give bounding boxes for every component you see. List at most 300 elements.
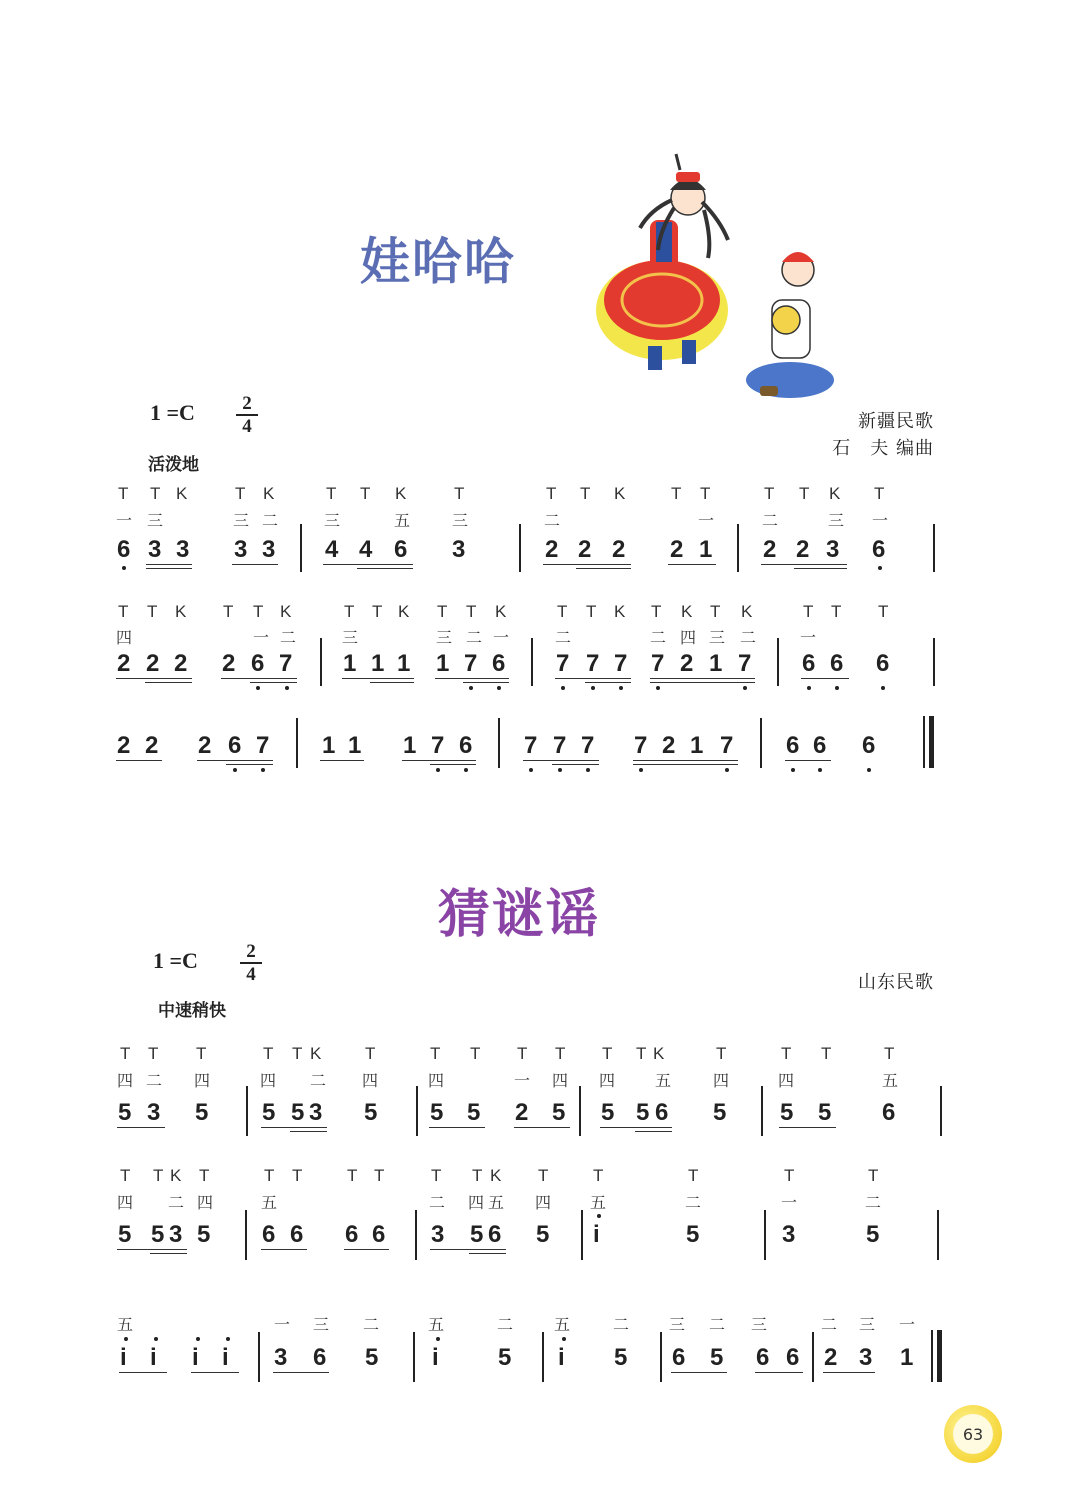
beam-line <box>145 682 192 683</box>
tonguing-mark: T <box>799 484 810 503</box>
high-octave-dot <box>124 1337 128 1341</box>
note: i <box>150 1344 157 1371</box>
fingering-mark: 一 <box>253 628 270 647</box>
note: 5 <box>614 1344 628 1371</box>
beam-line <box>119 1372 167 1373</box>
note: 2 <box>222 650 236 677</box>
fingering-mark: 二 <box>740 628 757 647</box>
tonguing-mark: T <box>454 484 465 503</box>
tonguing-mark: T <box>538 1166 549 1185</box>
tonguing-mark: T <box>153 1166 164 1185</box>
bar-line <box>933 638 935 686</box>
low-octave-dot <box>619 686 623 690</box>
beam-line <box>402 760 476 761</box>
fingering-mark: 二 <box>709 1315 726 1334</box>
fingering-mark: 一 <box>899 1315 916 1334</box>
bar-line <box>542 1332 544 1382</box>
fingering-mark: 二 <box>555 628 572 647</box>
tonguing-mark: T <box>651 602 662 621</box>
note: 3 <box>147 1099 161 1126</box>
beam-line <box>370 682 414 683</box>
beam-line <box>232 564 278 565</box>
fingering-mark: 二 <box>650 628 667 647</box>
beam-line <box>633 764 738 765</box>
note: 1 <box>699 536 713 563</box>
time-signature-top: 2 <box>242 393 252 414</box>
beam-line <box>342 678 414 679</box>
bar-line <box>245 1210 247 1260</box>
bar-line <box>940 1086 942 1136</box>
beam-line <box>320 760 364 761</box>
low-octave-dot <box>818 768 822 772</box>
beam-line <box>261 1127 327 1128</box>
bar-line <box>320 638 322 686</box>
fingering-mark: 一 <box>514 1071 531 1090</box>
note: 1 <box>436 650 450 677</box>
tonguing-mark: K <box>280 602 292 621</box>
beam-line <box>191 1372 239 1373</box>
fingering-mark: 三 <box>859 1315 876 1334</box>
note: i <box>558 1344 565 1371</box>
note: 7 <box>720 732 734 759</box>
note: 6 <box>251 650 265 677</box>
bar-line <box>415 1210 417 1260</box>
fingering-mark: 三 <box>452 511 469 530</box>
fingering-mark: 五 <box>590 1193 607 1212</box>
tempo-marking: 中速稍快 <box>158 1001 226 1021</box>
bar-line <box>737 524 739 572</box>
note: 6 <box>372 1221 386 1248</box>
tonguing-mark: T <box>150 484 161 503</box>
fingering-mark: 二 <box>310 1071 327 1090</box>
note: 2 <box>545 536 559 563</box>
note: 5 <box>262 1099 276 1126</box>
bar-line <box>937 1210 939 1260</box>
low-octave-dot <box>878 566 882 570</box>
note: 2 <box>578 536 592 563</box>
low-octave-dot <box>561 686 565 690</box>
note: 3 <box>176 536 190 563</box>
fingering-mark: 二 <box>429 1193 446 1212</box>
bar-line <box>812 1332 814 1382</box>
note: 1 <box>343 650 357 677</box>
tonguing-mark: T <box>546 484 557 503</box>
note: 3 <box>452 536 466 563</box>
note: i <box>222 1344 229 1371</box>
note: 5 <box>197 1221 211 1248</box>
song-arranger: 石 夫 编曲 <box>832 438 934 459</box>
note: 7 <box>651 650 665 677</box>
note: 6 <box>345 1221 359 1248</box>
beam-line <box>552 764 599 765</box>
tonguing-mark: T <box>292 1166 303 1185</box>
note: 7 <box>279 650 293 677</box>
note: 7 <box>738 650 752 677</box>
fingering-mark: 五 <box>261 1193 278 1212</box>
note: 3 <box>859 1344 873 1371</box>
tonguing-mark: T <box>878 602 889 621</box>
low-octave-dot <box>497 686 501 690</box>
tonguing-mark: T <box>365 1044 376 1063</box>
note: 3 <box>309 1099 323 1126</box>
tonguing-mark: T <box>602 1044 613 1063</box>
tonguing-mark: T <box>784 1166 795 1185</box>
fingering-mark: 四 <box>197 1193 214 1212</box>
fingering-mark: 三 <box>828 511 845 530</box>
beam-line <box>801 678 849 679</box>
note: 1 <box>348 732 362 759</box>
beam-line <box>226 764 273 765</box>
low-octave-dot <box>656 686 660 690</box>
note: 6 <box>786 1344 800 1371</box>
note: 3 <box>148 536 162 563</box>
bar-line <box>581 1210 583 1260</box>
fingering-mark: 二 <box>168 1193 185 1212</box>
tonguing-mark: T <box>688 1166 699 1185</box>
tonguing-mark: T <box>466 602 477 621</box>
beam-line <box>761 564 847 565</box>
note: 6 <box>802 650 816 677</box>
bar-line <box>531 638 533 686</box>
tonguing-mark: T <box>372 602 383 621</box>
dancing-children-illustration <box>590 150 835 440</box>
note: 2 <box>117 650 131 677</box>
note: 3 <box>274 1344 288 1371</box>
tonguing-mark: T <box>253 602 264 621</box>
tonguing-mark: K <box>495 602 507 621</box>
note: 7 <box>431 732 445 759</box>
tonguing-mark: T <box>557 602 568 621</box>
tonguing-mark: T <box>147 602 158 621</box>
beam-line <box>290 1131 327 1132</box>
fingering-mark: 二 <box>762 511 779 530</box>
note: 5 <box>470 1221 484 1248</box>
key-signature: 1 =C <box>153 948 198 973</box>
high-octave-dot <box>597 1214 601 1218</box>
fingering-mark: 四 <box>599 1071 616 1090</box>
tonguing-mark: T <box>470 1044 481 1063</box>
note: 6 <box>872 536 886 563</box>
beam-line <box>633 760 738 761</box>
note: 6 <box>228 732 242 759</box>
tonguing-mark: K <box>614 602 626 621</box>
note: 5 <box>364 1099 378 1126</box>
note: 6 <box>459 732 473 759</box>
note: 6 <box>290 1221 304 1248</box>
fingering-mark: 四 <box>468 1193 485 1212</box>
low-octave-dot <box>285 686 289 690</box>
tonguing-mark: T <box>344 602 355 621</box>
high-octave-dot <box>154 1337 158 1341</box>
note: 2 <box>662 732 676 759</box>
tonguing-mark: T <box>555 1044 566 1063</box>
fingering-mark: 三 <box>324 511 341 530</box>
low-octave-dot <box>867 768 871 772</box>
fingering-mark: 五 <box>488 1193 505 1212</box>
note: 7 <box>556 650 570 677</box>
fingering-mark: 一 <box>781 1193 798 1212</box>
bar-line <box>579 1086 581 1136</box>
note: 4 <box>359 536 373 563</box>
low-octave-dot <box>743 686 747 690</box>
note: 6 <box>786 732 800 759</box>
beam-line <box>600 1127 672 1128</box>
song-title: 娃哈哈 <box>360 233 516 291</box>
tempo-marking: 活泼地 <box>148 455 199 475</box>
note: 2 <box>515 1099 529 1126</box>
low-octave-dot <box>591 686 595 690</box>
fingering-mark: 四 <box>428 1071 445 1090</box>
page-number: 63 <box>953 1414 993 1454</box>
beam-line <box>261 1249 307 1250</box>
key-signature: 1 =C <box>150 400 195 425</box>
note: 2 <box>680 650 694 677</box>
note: 4 <box>325 536 339 563</box>
note: 6 <box>492 650 506 677</box>
tonguing-mark: T <box>347 1166 358 1185</box>
tonguing-mark: K <box>263 484 275 503</box>
beam-line <box>576 568 631 569</box>
fingering-mark: 二 <box>363 1315 380 1334</box>
note: 5 <box>552 1099 566 1126</box>
note: 3 <box>262 536 276 563</box>
tonguing-mark: T <box>636 1044 647 1063</box>
fingering-mark: 三 <box>342 628 359 647</box>
note: 7 <box>524 732 538 759</box>
note: 5 <box>636 1099 650 1126</box>
high-octave-dot <box>226 1337 230 1341</box>
final-bar-line-thin <box>923 716 925 768</box>
note: 5 <box>151 1221 165 1248</box>
tonguing-mark: T <box>431 1166 442 1185</box>
low-octave-dot <box>529 768 533 772</box>
fingering-mark: 四 <box>116 628 133 647</box>
bar-line <box>660 1332 662 1382</box>
tonguing-mark: T <box>235 484 246 503</box>
tonguing-mark: T <box>360 484 371 503</box>
tonguing-mark: K <box>681 602 693 621</box>
tonguing-mark: T <box>580 484 591 503</box>
beam-line <box>430 1249 506 1250</box>
low-octave-dot <box>233 768 237 772</box>
time-signature <box>240 942 262 984</box>
note: 1 <box>397 650 411 677</box>
fingering-mark: 二 <box>865 1193 882 1212</box>
beam-line <box>357 568 413 569</box>
tonguing-mark: T <box>671 484 682 503</box>
note: 5 <box>118 1099 132 1126</box>
tonguing-mark: K <box>395 484 407 503</box>
fingering-mark: 一 <box>116 511 133 530</box>
low-octave-dot <box>436 768 440 772</box>
note: 2 <box>824 1344 838 1371</box>
tonguing-mark: T <box>199 1166 210 1185</box>
fingering-mark: 三 <box>436 628 453 647</box>
note: 6 <box>655 1099 669 1126</box>
fingering-mark: 四 <box>778 1071 795 1090</box>
tonguing-mark: T <box>120 1166 131 1185</box>
note: 6 <box>830 650 844 677</box>
tonguing-mark: T <box>472 1166 483 1185</box>
bar-line <box>296 718 298 768</box>
tonguing-mark: K <box>829 484 841 503</box>
tonguing-mark: T <box>374 1166 385 1185</box>
bar-line <box>300 524 302 572</box>
beam-line <box>150 1253 187 1254</box>
tonguing-mark: K <box>490 1166 502 1185</box>
bar-line <box>413 1332 415 1382</box>
low-octave-dot <box>256 686 260 690</box>
beam-line <box>463 682 509 683</box>
fingering-mark: 四 <box>362 1071 379 1090</box>
note: 6 <box>672 1344 686 1371</box>
song-origin: 山东民歌 <box>858 972 934 993</box>
beam-line <box>523 760 599 761</box>
fingering-mark: 五 <box>882 1071 899 1090</box>
note: 2 <box>670 536 684 563</box>
tonguing-mark: T <box>148 1044 159 1063</box>
fingering-mark: 二 <box>685 1193 702 1212</box>
beam-line <box>116 760 162 761</box>
tonguing-mark: T <box>586 602 597 621</box>
note: 1 <box>371 650 385 677</box>
beam-line <box>668 564 716 565</box>
time-signature <box>236 394 258 436</box>
note: 5 <box>365 1344 379 1371</box>
note: 1 <box>403 732 417 759</box>
beam-line <box>117 1249 187 1250</box>
fingering-mark: 二 <box>544 511 561 530</box>
bar-line <box>246 1086 248 1136</box>
note: 5 <box>866 1221 880 1248</box>
low-octave-dot <box>558 768 562 772</box>
tonguing-mark: K <box>741 602 753 621</box>
tonguing-mark: T <box>223 602 234 621</box>
tonguing-mark: K <box>176 484 188 503</box>
fingering-mark: 三 <box>669 1315 686 1334</box>
tonguing-mark: T <box>884 1044 895 1063</box>
note: 7 <box>586 650 600 677</box>
beam-line <box>785 760 831 761</box>
note: 5 <box>467 1099 481 1126</box>
beam-line <box>430 764 476 765</box>
beam-line <box>585 682 631 683</box>
beam-line <box>794 568 847 569</box>
fingering-mark: 二 <box>613 1315 630 1334</box>
beam-line <box>650 678 755 679</box>
note: 7 <box>464 650 478 677</box>
tonguing-mark: T <box>264 1166 275 1185</box>
fingering-mark: 四 <box>552 1071 569 1090</box>
low-octave-dot <box>807 686 811 690</box>
high-octave-dot <box>562 1337 566 1341</box>
low-octave-dot <box>122 566 126 570</box>
tonguing-mark: K <box>653 1044 665 1063</box>
note: 3 <box>782 1221 796 1248</box>
tonguing-mark: T <box>430 1044 441 1063</box>
bar-line <box>760 718 762 768</box>
tonguing-mark: T <box>764 484 775 503</box>
tonguing-mark: T <box>196 1044 207 1063</box>
note: 1 <box>709 650 723 677</box>
note: 5 <box>710 1344 724 1371</box>
high-octave-dot <box>196 1337 200 1341</box>
note: 2 <box>174 650 188 677</box>
note: 6 <box>813 732 827 759</box>
beam-line <box>555 678 631 679</box>
note: 7 <box>581 732 595 759</box>
note: 5 <box>780 1099 794 1126</box>
time-signature-bottom: 4 <box>246 964 256 985</box>
bar-line <box>258 1332 260 1382</box>
note: 2 <box>612 536 626 563</box>
beam-line <box>469 1253 506 1254</box>
fingering-mark: 五 <box>554 1315 571 1334</box>
beam-line <box>273 1372 329 1373</box>
note: 5 <box>686 1221 700 1248</box>
tonguing-mark: T <box>821 1044 832 1063</box>
final-bar-line-thin <box>931 1330 933 1382</box>
note: 2 <box>198 732 212 759</box>
fingering-mark: 五 <box>655 1071 672 1090</box>
tonguing-mark: T <box>831 602 842 621</box>
tonguing-mark: T <box>326 484 337 503</box>
note: 6 <box>756 1344 770 1371</box>
note: 1 <box>900 1344 914 1371</box>
tonguing-mark: T <box>263 1044 274 1063</box>
tonguing-mark: T <box>716 1044 727 1063</box>
tonguing-mark: T <box>118 484 129 503</box>
note: 2 <box>146 650 160 677</box>
tonguing-mark: T <box>868 1166 879 1185</box>
beam-line <box>635 1131 672 1132</box>
tonguing-mark: T <box>120 1044 131 1063</box>
fingering-mark: 二 <box>262 511 279 530</box>
fingering-mark: 五 <box>394 511 411 530</box>
note: 5 <box>291 1099 305 1126</box>
note: 6 <box>876 650 890 677</box>
fingering-mark: 二 <box>146 1071 163 1090</box>
fingering-mark: 一 <box>493 628 510 647</box>
beam-line <box>823 1372 875 1373</box>
note: 2 <box>145 732 159 759</box>
beam-line <box>116 678 192 679</box>
low-octave-dot <box>464 768 468 772</box>
note: 7 <box>634 732 648 759</box>
fingering-mark: 四 <box>260 1071 277 1090</box>
low-octave-dot <box>469 686 473 690</box>
low-octave-dot <box>586 768 590 772</box>
tonguing-mark: K <box>170 1166 182 1185</box>
fingering-mark: 四 <box>117 1071 134 1090</box>
bar-line <box>416 1086 418 1136</box>
beam-line <box>435 678 509 679</box>
page-number-badge <box>944 1405 1002 1463</box>
fingering-mark: 一 <box>274 1315 291 1334</box>
beam-line <box>543 564 631 565</box>
note: 6 <box>862 732 876 759</box>
note: i <box>593 1221 600 1248</box>
note: i <box>192 1344 199 1371</box>
note: i <box>120 1344 127 1371</box>
fingering-mark: 一 <box>800 628 817 647</box>
note: 3 <box>169 1221 183 1248</box>
beam-line <box>197 760 273 761</box>
high-octave-dot <box>436 1337 440 1341</box>
beam-line <box>429 1127 485 1128</box>
beam-line <box>250 682 297 683</box>
beam-line <box>146 568 192 569</box>
